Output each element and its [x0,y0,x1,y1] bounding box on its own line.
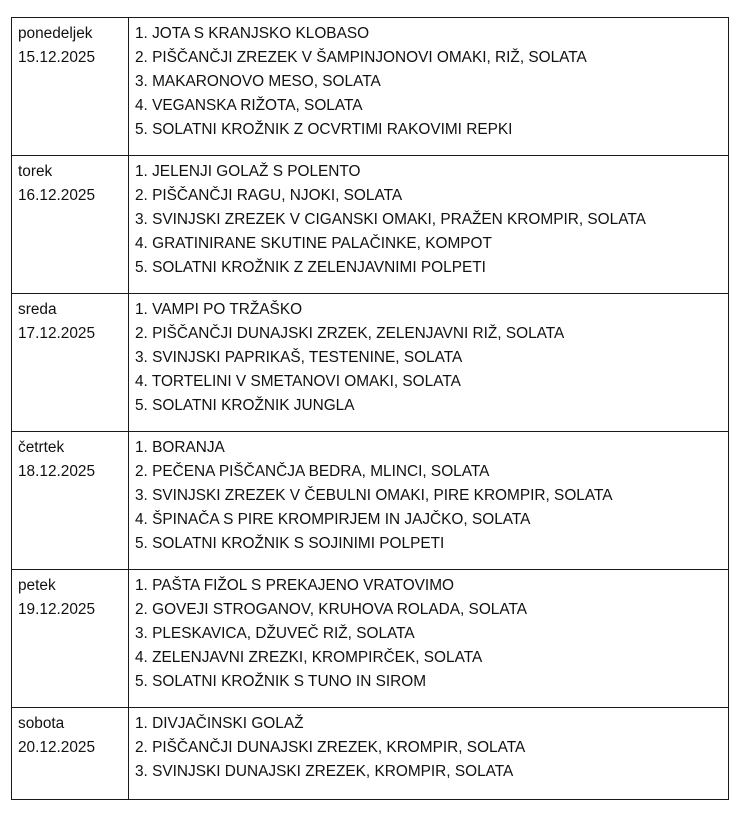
dish-item: 1. BORANJA [135,439,225,456]
day-cell [12,432,129,570]
weekly-menu-table [11,17,729,800]
menu-row-ponedeljek [12,18,729,156]
dish-item: 4. TORTELINI V SMETANOVI OMAKI, SOLATA [135,373,461,390]
dishes-cell [129,18,729,156]
dish-item: 4. ŠPINAČA S PIRE KROMPIRJEM IN JAJČKO, SOLATA [135,511,531,528]
dish-item: 2. PIŠČANČJI DUNAJSKI ZRZEK, ZELENJAVNI RIŽ, SOLATA [135,325,565,342]
dish-item: 3. SVINJSKI PAPRIKAŠ, TESTENINE, SOLATA [135,349,463,366]
day-cell [12,294,129,432]
dish-item: 1. JOTA S KRANJSKO KLOBASO [135,25,370,42]
day-name: petek [18,577,56,594]
day-cell [12,18,129,156]
day-date: 15.12.2025 [18,49,96,66]
day-name: torek [18,163,53,180]
dish-item: 3. SVINJSKI ZREZEK V CIGANSKI OMAKI, PRAŽEN KROMPIR, SOLATA [135,211,646,228]
dish-item: 5. SOLATNI KROŽNIK Z ZELENJAVNIMI POLPETI [135,259,486,276]
dish-item: 3. MAKARONOVO MESO, SOLATA [135,73,381,90]
day-name: sobota [18,715,65,732]
day-date: 19.12.2025 [18,601,96,618]
day-cell [12,156,129,294]
day-name: četrtek [18,439,65,456]
dish-item: 5. SOLATNI KROŽNIK JUNGLA [135,397,355,414]
dish-item: 1. PAŠTA FIŽOL S PREKAJENO VRATOVIMO [135,577,454,594]
menu-row-sreda [12,294,729,432]
dish-item: 1. JELENJI GOLAŽ S POLENTO [135,163,361,180]
day-name: ponedeljek [18,25,93,42]
day-cell [12,708,129,800]
dish-item: 3. SVINJSKI ZREZEK V ČEBULNI OMAKI, PIRE KROMPIR, SOLATA [135,487,613,504]
dishes-cell [129,156,729,294]
day-date: 20.12.2025 [18,739,96,756]
day-date: 16.12.2025 [18,187,96,204]
dish-item: 5. SOLATNI KROŽNIK S TUNO IN SIROM [135,673,427,690]
dish-item: 3. SVINJSKI DUNAJSKI ZREZEK, KROMPIR, SOLATA [135,763,514,780]
menu-row-sobota [12,708,729,800]
dish-item: 2. PIŠČANČJI ZREZEK V ŠAMPINJONOVI OMAKI, RIŽ, SOLATA [135,49,587,66]
dish-item: 2. PIŠČANČJI DUNAJSKI ZREZEK, KROMPIR, SOLATA [135,739,526,756]
dish-item: 1. VAMPI PO TRŽAŠKO [135,301,303,318]
dishes-cell [129,708,729,800]
day-name: sreda [18,301,57,318]
dish-item: 2. GOVEJI STROGANOV, KRUHOVA ROLADA, SOLATA [135,601,527,618]
day-date: 18.12.2025 [18,463,96,480]
dish-item: 4. VEGANSKA RIŽOTA, SOLATA [135,97,363,114]
dish-item: 4. ZELENJAVNI ZREZKI, KROMPIRČEK, SOLATA [135,649,483,666]
dish-item: 4. GRATINIRANE SKUTINE PALAČINKE, KOMPOT [135,235,492,252]
menu-row-petek [12,570,729,708]
dish-item: 5. SOLATNI KROŽNIK S SOJINIMI POLPETI [135,535,445,552]
dishes-cell [129,294,729,432]
day-cell [12,570,129,708]
menu-row-torek [12,156,729,294]
dish-item: 3. PLESKAVICA, DŽUVEČ RIŽ, SOLATA [135,625,415,642]
day-date: 17.12.2025 [18,325,96,342]
dish-item: 2. PEČENA PIŠČANČJA BEDRA, MLINCI, SOLATA [135,463,490,480]
dishes-cell [129,570,729,708]
menu-row-cetrtek [12,432,729,570]
dish-item: 2. PIŠČANČJI RAGU, NJOKI, SOLATA [135,187,403,204]
dish-item: 1. DIVJAČINSKI GOLAŽ [135,715,304,732]
dish-item: 5. SOLATNI KROŽNIK Z OCVRTIMI RAKOVIMI REPKI [135,121,513,138]
dishes-cell [129,432,729,570]
